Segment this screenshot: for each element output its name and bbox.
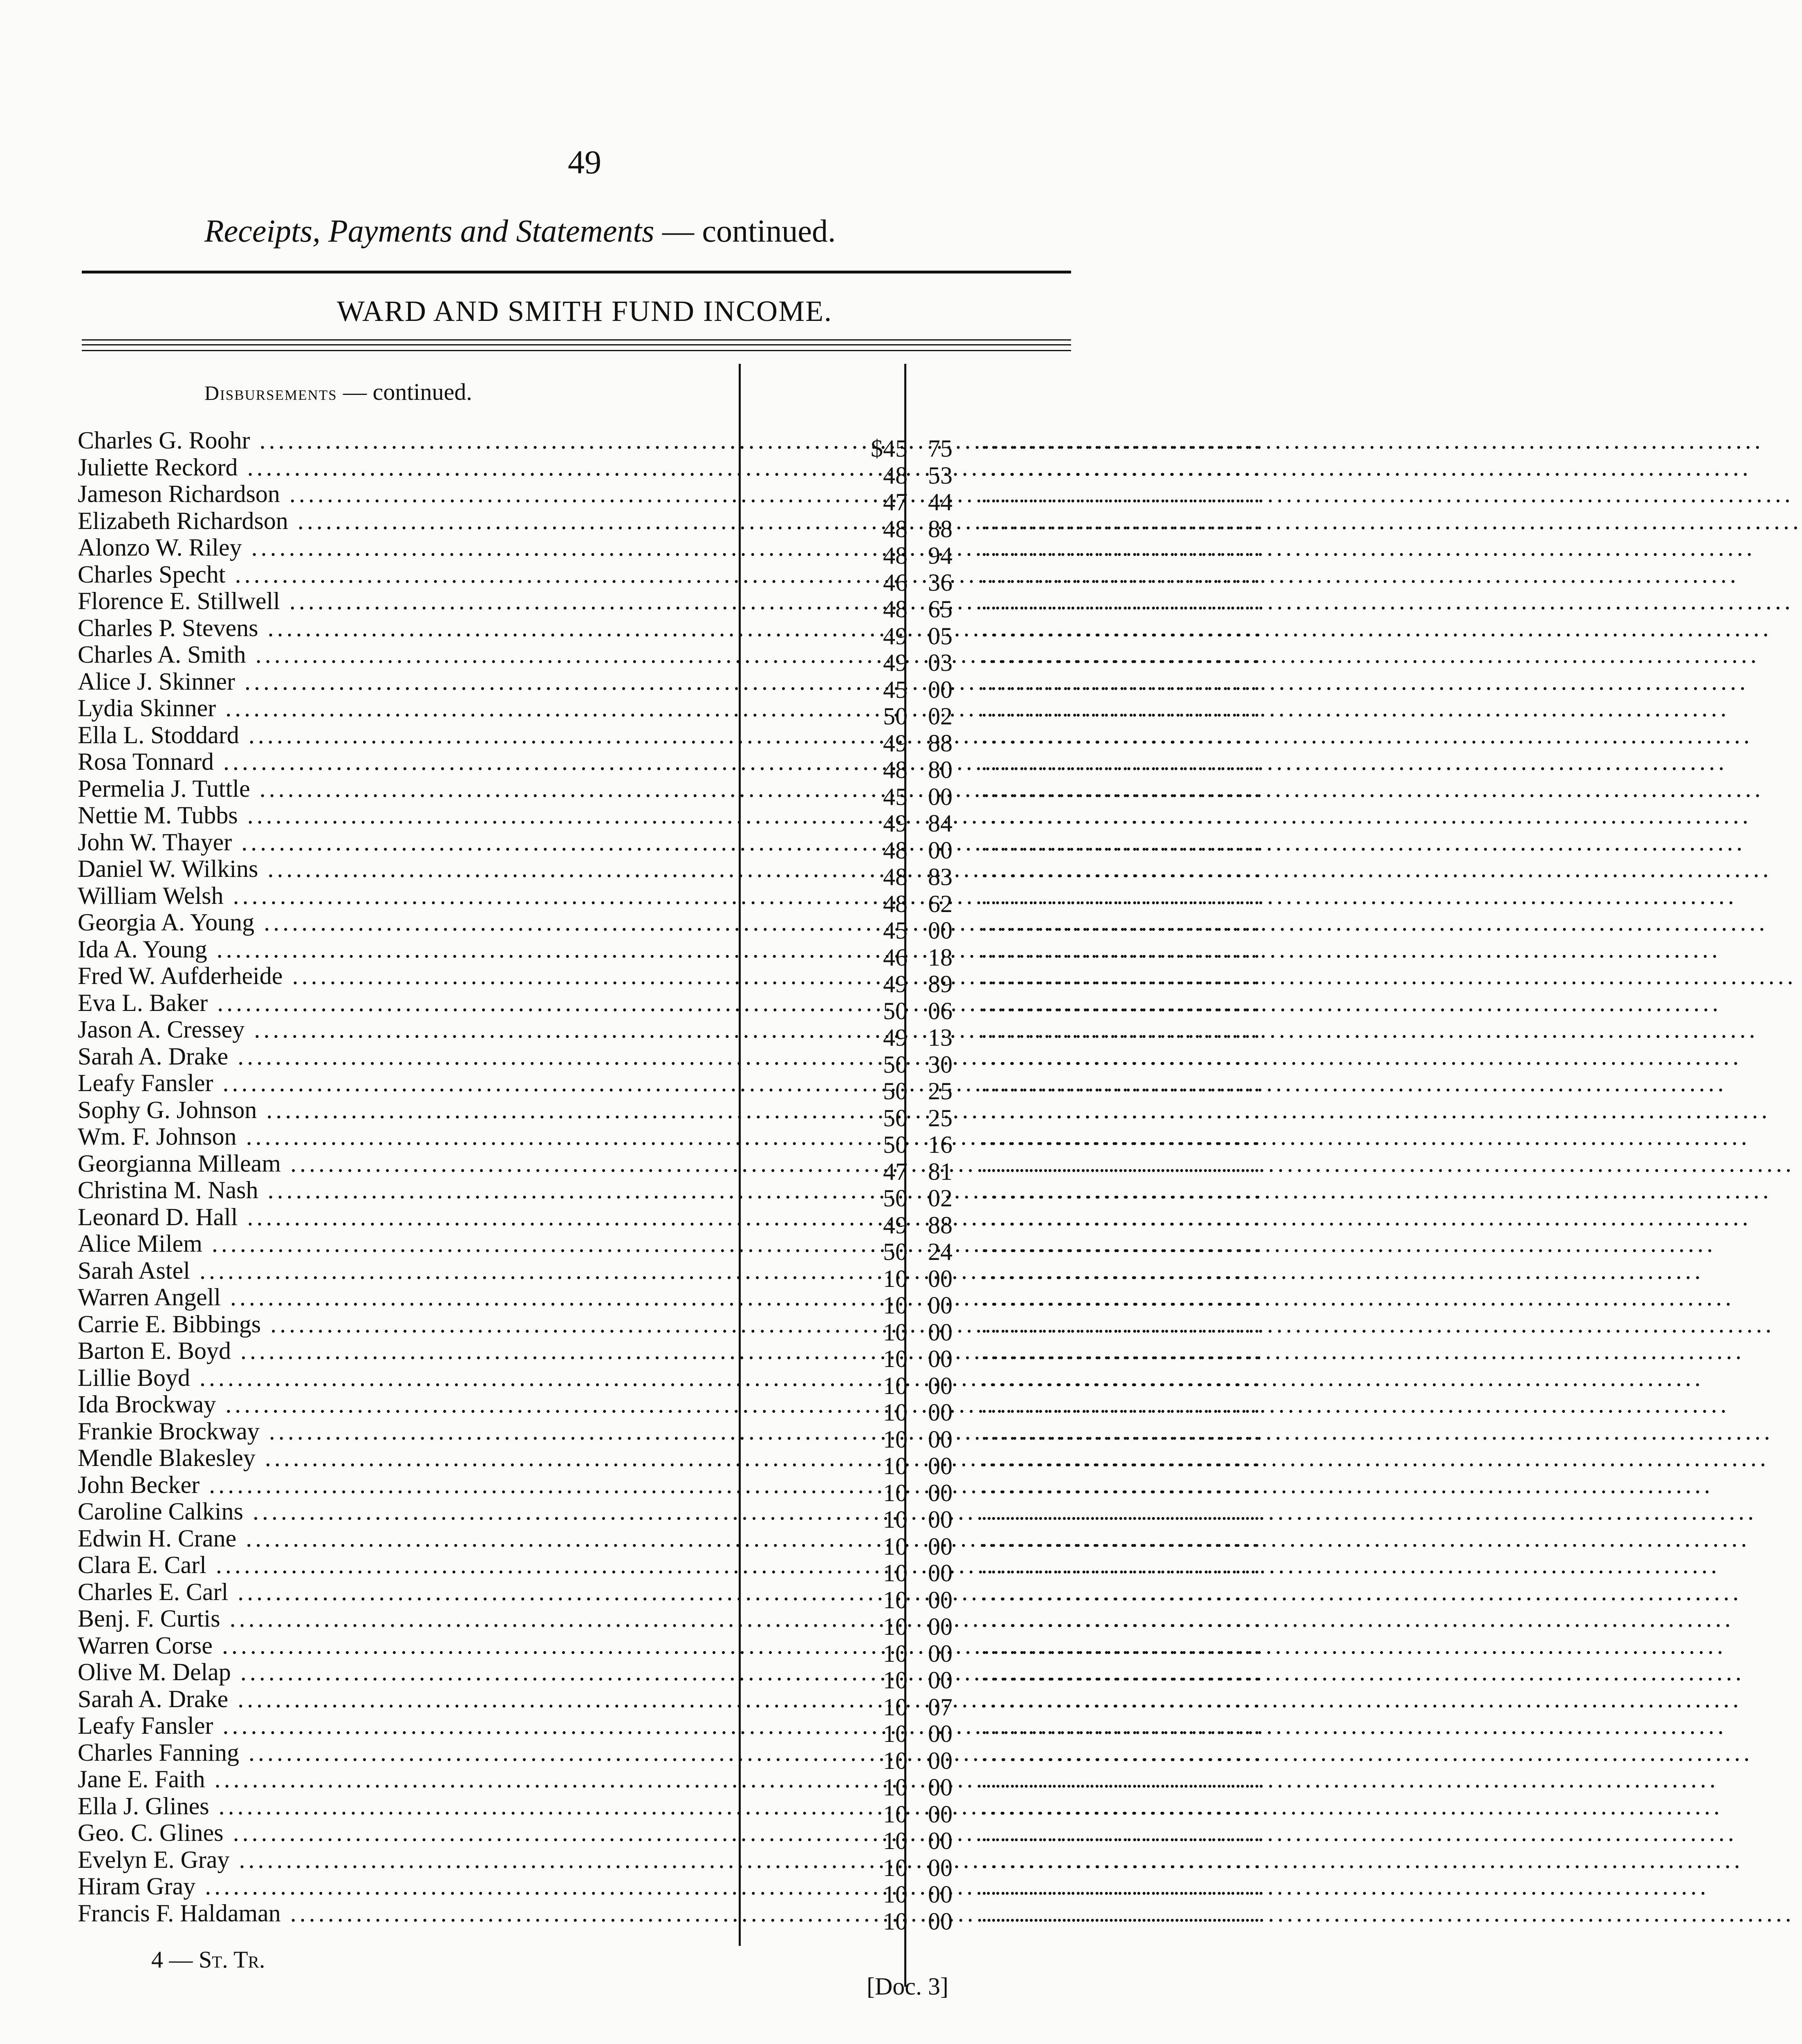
dot-leader: .............................. <box>981 1123 1263 1150</box>
table-row <box>69 453 1263 489</box>
amount-cents: 03 <box>928 649 953 676</box>
running-head-title: Receipts, Payments and Statements <box>204 213 654 249</box>
dot-leader: .............................. <box>981 1096 1263 1123</box>
subheading-suffix: — continued. <box>343 379 472 405</box>
payee-name: Clara E. Carl ..... <box>78 1552 724 1578</box>
dot-leader: .............................. <box>981 855 1263 882</box>
table-row <box>69 882 1263 917</box>
table-row <box>69 1069 1263 1105</box>
payee-name: Barton E. Boyd ..... <box>78 1338 724 1364</box>
amount-dollars: 10 <box>883 1399 908 1426</box>
table-row <box>69 1257 1263 1292</box>
amount-cents: 25 <box>928 1104 953 1132</box>
payee-name: Florence E. Stillwell ..... <box>78 588 724 614</box>
amount-dollars: 48 <box>883 890 908 917</box>
amount-dollars: 48 <box>883 462 908 489</box>
dot-leader: .............................. <box>981 1016 1263 1043</box>
dot-leader: .............................. <box>981 1739 1263 1766</box>
amount-dollars: 10 <box>883 1345 908 1372</box>
table-row <box>69 507 1263 542</box>
amount-cents: 89 <box>928 970 953 997</box>
amount-dollars: 10 <box>883 1693 908 1721</box>
dot-leader: .............................. <box>981 775 1263 802</box>
payee-name: Eva L. Baker ..... <box>78 990 724 1016</box>
table-row <box>69 1819 1263 1854</box>
dot-leader: .............................. <box>981 1069 1263 1096</box>
dot-leader: .............................. <box>981 909 1263 936</box>
dot-leader: .............................. <box>981 935 1263 963</box>
payee-name: Jason A. Cressey ..... <box>78 1016 724 1043</box>
dot-leader: .............................. <box>981 507 1263 534</box>
table-row <box>69 1337 1263 1372</box>
amount-dollars: 50 <box>883 1185 908 1212</box>
payee-name: Mendle Blakesley ..... <box>78 1445 724 1471</box>
table-row <box>69 534 1263 569</box>
amount-cents: 00 <box>928 1399 953 1426</box>
payee-name: Wm. F. Johnson ..... <box>78 1123 724 1150</box>
payee-name: Benj. F. Curtis ..... <box>78 1605 724 1632</box>
amount-dollars: 48 <box>883 542 908 569</box>
amount-cents: 00 <box>928 1747 953 1774</box>
payee-name: Jane E. Faith ..... <box>78 1766 724 1793</box>
table-row <box>69 641 1263 676</box>
amount-cents: 07 <box>928 1693 953 1721</box>
table-row <box>69 1712 1263 1747</box>
payee-name: Carrie E. Bibbings ..... <box>78 1311 724 1338</box>
amount-dollars: 10 <box>883 1292 908 1319</box>
dot-leader: .............................. <box>981 641 1263 668</box>
table-row <box>69 427 1263 462</box>
table-row <box>69 1444 1263 1479</box>
amount-cents: 00 <box>928 836 953 864</box>
amount-dollars: 45 <box>883 676 908 703</box>
table-row <box>69 962 1263 997</box>
table-row <box>69 775 1263 810</box>
section-title: WARD AND SMITH FUND INCOME. <box>336 295 833 327</box>
payee-name: Sophy G. Johnson ..... <box>78 1097 724 1123</box>
payee-name: Juliette Reckord ..... <box>78 454 724 481</box>
table-row <box>69 1792 1263 1828</box>
table-row <box>69 1364 1263 1399</box>
dot-leader: .............................. <box>981 828 1263 856</box>
running-head <box>204 213 981 249</box>
amount-dollars: 10 <box>883 1425 908 1453</box>
table-row <box>69 480 1263 515</box>
table-row <box>69 935 1263 971</box>
payee-name: Frankie Brockway ..... <box>78 1418 724 1445</box>
table-row <box>69 695 1263 730</box>
dot-leader: .............................. <box>981 534 1263 561</box>
table-row <box>69 1551 1263 1587</box>
dot-leader: .............................. <box>981 1391 1263 1418</box>
payee-name: Leafy Fansler ..... <box>78 1712 724 1739</box>
payee-name: John W. Thayer ..... <box>78 829 724 856</box>
table-row <box>69 989 1263 1024</box>
amount-dollars: 10 <box>883 1560 908 1587</box>
amount-cents: 00 <box>928 1265 953 1292</box>
amount-dollars: 10 <box>883 1318 908 1346</box>
table-row <box>69 1284 1263 1319</box>
amount-cents: 00 <box>928 1774 953 1801</box>
payee-name: Olive M. Delap ..... <box>78 1659 724 1685</box>
dot-leader: .............................. <box>981 1846 1263 1873</box>
payee-name: Lillie Boyd ..... <box>78 1365 724 1391</box>
amount-dollars: 10 <box>883 1613 908 1640</box>
payee-name: Christina M. Nash ..... <box>78 1177 724 1204</box>
table-row <box>69 614 1263 650</box>
amount-dollars: 10 <box>883 1667 908 1694</box>
dot-leader: .............................. <box>981 748 1263 775</box>
amount-dollars: 46 <box>883 944 908 971</box>
dot-leader: .............................. <box>981 1899 1263 1927</box>
payee-name: Lydia Skinner ..... <box>78 695 724 722</box>
amount-dollars: 48 <box>883 756 908 783</box>
amount-cents: 00 <box>928 1533 953 1560</box>
amount-dollars: 10 <box>883 1720 908 1747</box>
amount-cents: 00 <box>928 1667 953 1694</box>
payee-name: Alonzo W. Riley ..... <box>78 534 724 561</box>
amount-cents: 00 <box>928 1881 953 1908</box>
dot-leader: .............................. <box>981 1712 1263 1739</box>
payment-amount <box>797 1908 953 1935</box>
amount-cents: 80 <box>928 756 953 783</box>
payee-name: Permelia J. Tuttle ..... <box>78 775 724 802</box>
dot-leader: .............................. <box>981 1551 1263 1578</box>
dot-leader: .............................. <box>981 1257 1263 1284</box>
dot-leader: .............................. <box>981 1444 1263 1471</box>
amount-dollars: 45 <box>883 917 908 944</box>
amount-dollars: 50 <box>883 1131 908 1158</box>
amount-cents: 65 <box>928 596 953 623</box>
dot-leader: .............................. <box>981 721 1263 749</box>
amount-dollars: 50 <box>883 1078 908 1105</box>
section-rule-1 <box>82 339 1071 341</box>
amount-dollars: 50 <box>883 1238 908 1265</box>
amount-cents: 00 <box>928 1640 953 1667</box>
table-row <box>69 1632 1263 1667</box>
amount-cents: 00 <box>928 1720 953 1747</box>
payee-name: Edwin H. Crane ..... <box>78 1525 724 1552</box>
amount-dollars: 48 <box>883 515 908 542</box>
amount-cents: 00 <box>928 1318 953 1346</box>
amount-cents: 30 <box>928 1051 953 1078</box>
table-row <box>69 1230 1263 1265</box>
amount-dollars: 10 <box>883 1533 908 1560</box>
amount-dollars: 50 <box>883 703 908 730</box>
table-row <box>69 828 1263 864</box>
table-row <box>69 1739 1263 1774</box>
amount-dollars: 49 <box>883 1024 908 1051</box>
amount-cents: 62 <box>928 890 953 917</box>
amount-cents: 00 <box>928 783 953 810</box>
amount-dollars: 10 <box>883 1586 908 1614</box>
payee-name: Sarah A. Drake ..... <box>78 1686 724 1712</box>
payee-name: Francis F. Haldaman ..... <box>78 1900 724 1927</box>
amount-dollars: 49 <box>883 1211 908 1239</box>
amount-dollars: 10 <box>883 1640 908 1667</box>
dot-leader: .............................. <box>981 1605 1263 1632</box>
amount-cents: 00 <box>928 676 953 703</box>
amount-cents: 00 <box>928 1345 953 1372</box>
amount-cents: 53 <box>928 462 953 489</box>
dot-leader: .............................. <box>981 1819 1263 1846</box>
dot-leader: .............................. <box>981 802 1263 829</box>
dot-leader: .............................. <box>981 668 1263 695</box>
amount-cents: 25 <box>928 1078 953 1105</box>
payee-name: Nettie M. Tubbs ..... <box>78 802 724 829</box>
amount-dollars: 45 <box>883 783 908 810</box>
table-row <box>69 1123 1263 1158</box>
table-row <box>69 748 1263 783</box>
amount-cents: 24 <box>928 1238 953 1265</box>
document-reference: [Doc. 3] <box>867 1973 948 2000</box>
dot-leader: .............................. <box>981 614 1263 641</box>
payee-name: Georgianna Milleam ..... <box>78 1150 724 1177</box>
payee-name: Leafy Fansler ..... <box>78 1070 724 1096</box>
payee-name: Geo. C. Glines ..... <box>78 1820 724 1846</box>
amount-cents: 75 <box>928 435 953 462</box>
amount-dollars: 49 <box>883 729 908 757</box>
amount-dollars: 10 <box>883 1854 908 1881</box>
amount-dollars: 48 <box>883 863 908 890</box>
amount-dollars: $45 <box>871 435 908 462</box>
amount-dollars: 10 <box>883 1372 908 1399</box>
dot-leader: .............................. <box>981 1578 1263 1605</box>
amount-cents: 02 <box>928 1185 953 1212</box>
payee-name: Jameson Richardson ..... <box>78 481 724 507</box>
amount-cents: 94 <box>928 542 953 569</box>
amount-cents: 88 <box>928 1211 953 1239</box>
amount-cents: 16 <box>928 1131 953 1158</box>
amount-cents: 36 <box>928 569 953 596</box>
table-row <box>69 909 1263 944</box>
payee-name: Caroline Calkins ..... <box>78 1498 724 1525</box>
amount-cents: 84 <box>928 810 953 837</box>
dot-leader: .............................. <box>981 1524 1263 1552</box>
amount-dollars: 10 <box>883 1907 908 1935</box>
payee-name: William Welsh ..... <box>78 883 724 909</box>
table-row <box>69 1766 1263 1801</box>
payee-name: Alice Milem ..... <box>78 1230 724 1257</box>
payee-name: Charles A. Smith ..... <box>78 641 724 668</box>
dot-leader: .............................. <box>981 560 1263 588</box>
amount-dollars: 46 <box>883 569 908 596</box>
signature-mark <box>151 1946 265 1973</box>
dot-leader: .............................. <box>981 1417 1263 1445</box>
amount-dollars: 48 <box>883 596 908 623</box>
amount-cents: 81 <box>928 1158 953 1185</box>
amount-cents: 00 <box>928 1506 953 1533</box>
table-row <box>69 1578 1263 1614</box>
payee-name: Charles E. Carl ..... <box>78 1579 724 1605</box>
amount-cents: 00 <box>928 1586 953 1614</box>
table-row <box>69 1096 1263 1132</box>
dot-leader: .............................. <box>981 1632 1263 1659</box>
dot-leader: .............................. <box>981 480 1263 507</box>
dot-leader: .............................. <box>981 1498 1263 1525</box>
dot-leader: .............................. <box>981 1150 1263 1177</box>
amount-dollars: 50 <box>883 1104 908 1132</box>
payee-name: Charles Specht ..... <box>78 561 724 588</box>
table-row <box>69 1659 1263 1694</box>
payee-name: Georgia A. Young ..... <box>78 909 724 936</box>
table-row <box>69 1150 1263 1185</box>
table-row <box>69 802 1263 837</box>
dot-leader: .............................. <box>981 1364 1263 1391</box>
amount-dollars: 10 <box>883 1827 908 1854</box>
table-row <box>69 668 1263 703</box>
amount-dollars: 50 <box>883 997 908 1024</box>
payee-name: Fred W. Aufderheide ..... <box>78 963 724 989</box>
dot-leader: .............................. <box>981 1337 1263 1364</box>
signature-caps: St. Tr. <box>199 1946 265 1973</box>
payee-name: Warren Corse ..... <box>78 1632 724 1659</box>
subheading-label: Disbursements <box>204 381 337 404</box>
table-row <box>69 1899 1263 1935</box>
dot-leader: .............................. <box>981 1792 1263 1820</box>
amount-cents: 05 <box>928 622 953 650</box>
payee-name: Leonard D. Hall ..... <box>78 1204 724 1230</box>
amount-cents: 00 <box>928 1452 953 1479</box>
table-row <box>69 1873 1263 1908</box>
table-row <box>69 855 1263 890</box>
table-row <box>69 1685 1263 1721</box>
payee-name: Charles Fanning ..... <box>78 1739 724 1766</box>
amount-cents: 13 <box>928 1024 953 1051</box>
amount-cents: 00 <box>928 1560 953 1587</box>
dot-leader: .............................. <box>981 1471 1263 1498</box>
payee-name: Hiram Gray ..... <box>78 1873 724 1900</box>
payee-name: Rosa Tonnard ..... <box>78 749 724 775</box>
amount-dollars: 50 <box>883 1051 908 1078</box>
dot-leader: .............................. <box>981 1310 1263 1338</box>
dot-leader: .............................. <box>981 1685 1263 1712</box>
table-row <box>69 1471 1263 1506</box>
amount-cents: 00 <box>928 1854 953 1881</box>
dot-leader: .............................. <box>981 1873 1263 1900</box>
signature-number: 4 — <box>151 1946 193 1973</box>
amount-dollars: 49 <box>883 810 908 837</box>
payee-name: Ida A. Young ..... <box>78 936 724 963</box>
payee-name: Charles G. Roohr ..... <box>78 427 724 454</box>
section-rule-3 <box>82 350 1071 351</box>
table-row <box>69 560 1263 596</box>
payee-name: Evelyn E. Gray ..... <box>78 1847 724 1873</box>
dot-leader: .............................. <box>981 695 1263 722</box>
table-row <box>69 1498 1263 1533</box>
dot-leader: .............................. <box>981 1230 1263 1257</box>
table-row <box>69 587 1263 623</box>
table-row <box>69 1846 1263 1881</box>
amount-cents: 02 <box>928 703 953 730</box>
table-row <box>69 1391 1263 1426</box>
dot-leader: .............................. <box>981 427 1263 454</box>
page-number: 49 <box>568 143 601 181</box>
header-rule-top <box>82 271 1071 273</box>
subheading <box>204 378 472 406</box>
amount-cents: 00 <box>928 917 953 944</box>
payee-name: Elizabeth Richardson ..... <box>78 508 724 534</box>
amount-cents: 00 <box>928 1479 953 1506</box>
dot-leader: .............................. <box>981 453 1263 481</box>
amount-dollars: 47 <box>883 1158 908 1185</box>
table-row <box>69 1177 1263 1212</box>
payee-name: Warren Angell ..... <box>78 1284 724 1311</box>
payee-name: Charles P. Stevens ..... <box>78 615 724 641</box>
amount-dollars: 49 <box>883 970 908 997</box>
dot-leader: .............................. <box>981 989 1263 1016</box>
amount-cents: 00 <box>928 1907 953 1935</box>
amount-dollars: 10 <box>883 1800 908 1828</box>
amount-cents: 88 <box>928 515 953 542</box>
table-row <box>69 1605 1263 1640</box>
payee-name: Daniel W. Wilkins ..... <box>78 856 724 882</box>
amount-cents: 00 <box>928 1372 953 1399</box>
dot-leader: .............................. <box>981 1659 1263 1685</box>
dot-leader: .............................. <box>981 1766 1263 1793</box>
table-row <box>69 1042 1263 1078</box>
table-row <box>69 1016 1263 1051</box>
amount-dollars: 49 <box>883 622 908 650</box>
amount-cents: 00 <box>928 1827 953 1854</box>
amount-dollars: 10 <box>883 1479 908 1506</box>
amount-dollars: 10 <box>883 1506 908 1533</box>
dot-leader: .............................. <box>981 1177 1263 1204</box>
table-row <box>69 721 1263 757</box>
payee-name: John Becker ..... <box>78 1472 724 1498</box>
payee-name: Sarah Astel ..... <box>78 1257 724 1284</box>
payee-name: Alice J. Skinner ..... <box>78 668 724 695</box>
amount-cents: 83 <box>928 863 953 890</box>
amount-cents: 00 <box>928 1425 953 1453</box>
disbursements-table <box>69 427 1263 1935</box>
dot-leader: .............................. <box>981 1042 1263 1070</box>
dot-leader: .............................. <box>981 1284 1263 1311</box>
amount-cents: 44 <box>928 489 953 515</box>
dot-leader: .............................. <box>981 882 1263 909</box>
amount-cents: 00 <box>928 1292 953 1319</box>
payee-name: Ida Brockway ..... <box>78 1391 724 1418</box>
amount-cents: 00 <box>928 1613 953 1640</box>
amount-dollars: 10 <box>883 1774 908 1801</box>
amount-dollars: 10 <box>883 1747 908 1774</box>
table-row <box>69 1524 1263 1560</box>
dot-leader: .............................. <box>981 587 1263 614</box>
amount-cents: 88 <box>928 729 953 757</box>
dot-leader: .............................. <box>981 962 1263 989</box>
table-row <box>69 1417 1263 1453</box>
section-rule-2 <box>82 344 1071 345</box>
amount-cents: 00 <box>928 1800 953 1828</box>
amount-dollars: 10 <box>883 1452 908 1479</box>
payee-name: Ella L. Stoddard ..... <box>78 722 724 749</box>
amount-dollars: 49 <box>883 649 908 676</box>
payee-name: Ella J. Glines ..... <box>78 1793 724 1820</box>
amount-cents: 18 <box>928 944 953 971</box>
dot-leader: .............................. <box>981 1203 1263 1230</box>
table-row <box>69 1203 1263 1239</box>
table-row <box>69 1310 1263 1346</box>
amount-dollars: 10 <box>883 1881 908 1908</box>
running-head-suffix: — continued. <box>662 213 836 249</box>
amount-cents: 06 <box>928 997 953 1024</box>
amount-dollars: 10 <box>883 1265 908 1292</box>
payee-name: Sarah A. Drake ..... <box>78 1043 724 1070</box>
amount-dollars: 48 <box>883 836 908 864</box>
amount-dollars: 47 <box>883 489 908 515</box>
